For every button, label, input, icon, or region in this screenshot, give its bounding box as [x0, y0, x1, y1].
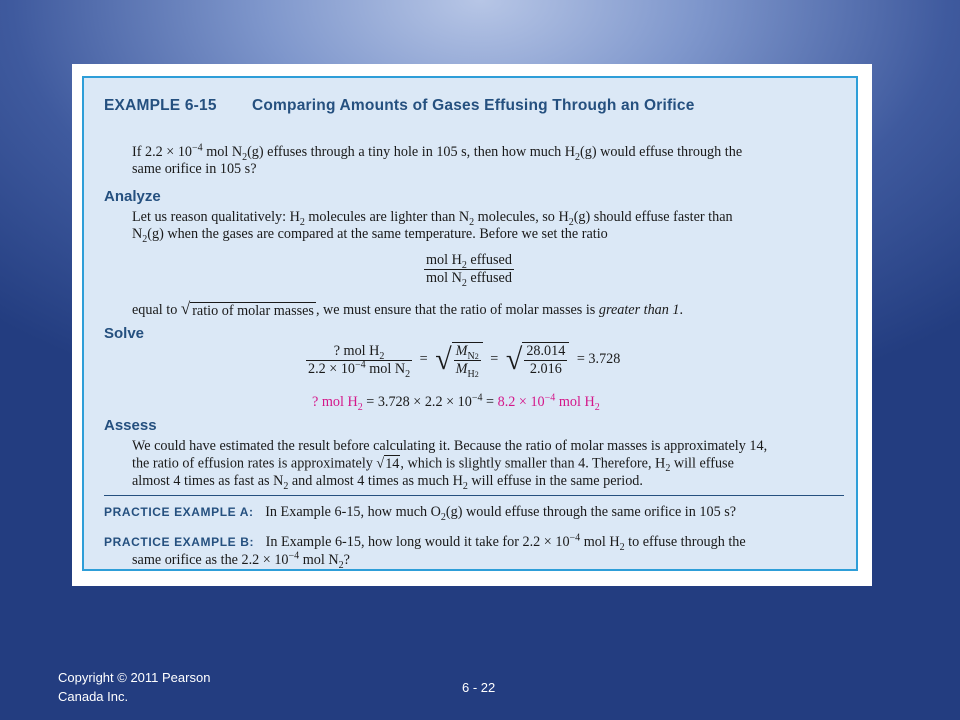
solve-line-2: ? mol $H_2 = 3.728 \times 2.2 \times 10^{-4} = 8.2 \times 10^{-4}$ mol $H_2$ — [312, 392, 600, 413]
assess-heading: Assess — [104, 417, 157, 434]
practice-b-text: In Example 6-15, how long would it take for $2.2 \times 10^{-4}$ mol $H_2$ to effuse through the — [265, 532, 746, 553]
question-line-1: If $2.2 \times 10^{-4}$ mol $N_2(g)$ effuses through a tiny hole in 105 s, then how much $H_2(g)$ would effuse through the — [132, 142, 743, 163]
assess-line-3: almost 4 times as fast as $N_2$ and almost 4 times as much $H_2$ will effuse in the same period. — [132, 473, 643, 492]
solve-lhs-numerator: ? mol $H_2$ — [333, 342, 385, 362]
analyze-heading: Analyze — [104, 188, 161, 205]
assess-text — [132, 438, 844, 490]
molar-mass-sqrt — [452, 342, 483, 378]
solve-heading: Solve — [104, 325, 145, 342]
molar-mass-fraction: $\frac{M_{N2}}{M_{H2}}$ — [455, 343, 479, 380]
example-title: Comparing Amounts of Gases Effusing Through an Orifice — [252, 97, 695, 114]
question-line-2: same orifice in 105 s? — [132, 161, 257, 177]
analyze-line-1: Let us reason qualitatively: $H_2$ molecules are lighter than $N_2$ molecules, so $H_2(g)$ should effuse faster than — [132, 209, 733, 228]
example-question — [132, 144, 844, 178]
assess-line-1: We could have estimated the result before calculating it. Because the ratio of molar masses is approximately 14, — [132, 438, 768, 454]
effused-fraction — [424, 252, 514, 287]
practice-a-text: In Example 6-15, how much $O_2(g)$ would effuse through the same orifice in 105 s? — [265, 504, 737, 523]
sqrt-sign-icon: √ — [376, 455, 385, 472]
solve-lhs-fraction — [306, 343, 412, 378]
assess-line-2: the ratio of effusion rates is approximately √14, which is slightly smaller than 4. Therefore, $H_2$ will effuse — [132, 455, 734, 475]
effused-denominator: mol $N_2$ effused — [426, 270, 512, 289]
sqrt-sign-icon: √ — [435, 343, 452, 376]
practice-example-b — [104, 534, 746, 551]
value-fraction: $\frac{28.014}{2.016}$ — [526, 343, 566, 377]
section-divider — [104, 495, 844, 496]
sqrt-sign-icon: √ — [180, 299, 191, 318]
copyright-notice — [58, 668, 210, 706]
value-sqrt — [522, 342, 569, 378]
effused-ratio — [424, 252, 514, 287]
slide-content-card — [72, 64, 872, 586]
example-header — [104, 97, 695, 115]
example-number: EXAMPLE 6-15 — [104, 97, 217, 114]
solve-result: = 3.728 — [576, 351, 621, 368]
sqrt-ratio-text: ratio of molar masses — [192, 302, 314, 319]
analyze-text — [132, 209, 844, 243]
practice-b-label: PRACTICE EXAMPLE B: — [104, 535, 255, 549]
page-number: 6 - 22 — [462, 680, 496, 695]
example-box — [82, 76, 858, 571]
copyright-line-1: Copyright © 2011 Pearson — [58, 670, 211, 685]
solve-lhs-denominator: $2.2 \times 10^{-4}$ mol $N_2$ — [308, 358, 411, 380]
sqrt-sign-icon: √ — [505, 343, 523, 376]
analyze-line-3: equal to √ ratio of molar masses , we must ensure that the ratio of molar masses is greater than 1. — [132, 299, 684, 319]
solve-equation: $\frac{? mol H_2}{2.2 \times 10^{-4} mol N_2}$ = √ $\frac{M_{N2}}{M_{H2}}$ = √ $\frac{28.014}{2.016}$ = 3.728 — [308, 342, 621, 380]
practice-example-a — [104, 504, 736, 521]
analyze-line-2: $N_2(g)$ when the gases are compared at the same temperature. Before we set the ratio — [132, 226, 608, 245]
practice-b-line-2: same orifice as the $2.2 \times 10^{-4}$ mol $N_2$? — [132, 550, 350, 571]
practice-a-label: PRACTICE EXAMPLE A: — [104, 505, 254, 519]
effused-numerator: mol $H_2$ effused — [426, 252, 512, 271]
copyright-line-2: Canada Inc. — [58, 689, 129, 704]
